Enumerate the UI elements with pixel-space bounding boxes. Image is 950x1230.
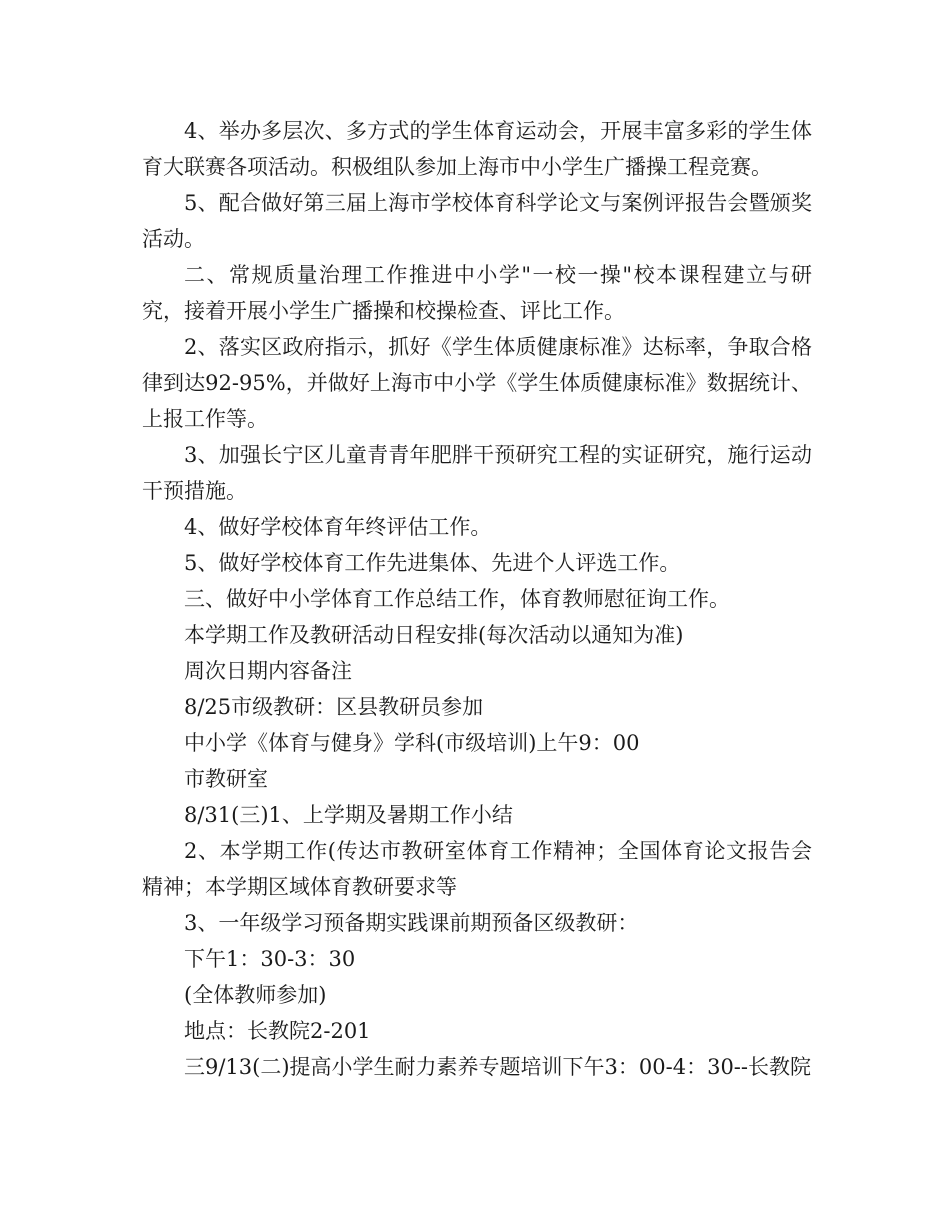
paragraph: 二、常规质量治理工作推进中小学"一校一操"校本课程建立与研究，接着开展小学生广播操和校操检查、评比工作。 [142,263,812,323]
paragraph: 3、加强长宁区儿童青青年肥胖干预研究工程的实证研究，施行运动干预措施。 [142,443,812,503]
paragraph: 三、做好中小学体育工作总结工作，体育教师慰征询工作。 [184,587,730,611]
schedule-line: 8/25市级教研：区县教研员参加 [184,695,484,719]
paragraph: 5、配合做好第三届上海市学校体育科学论文与案例评报告会暨颁奖活动。 [142,191,812,251]
paragraph: 4、做好学校体育年终评估工作。 [184,515,492,539]
schedule-line: 地点：长教院2-201 [184,1019,371,1043]
paragraph: 4、举办多层次、多方式的学生体育运动会，开展丰富多彩的学生体育大联赛各项活动。积极组队参加上海市中小学生广播操工程竞赛。 [142,119,812,179]
schedule-line: (全体教师参加) [184,983,327,1007]
schedule-line: 中小学《体育与健身》学科(市级培训)上午9：00 [184,731,640,755]
paragraph: 2、落实区政府指示，抓好《学生体质健康标准》达标率，争取合格律到达92-95%，并做好上海市中小学《学生体质健康标准》数据统计、上报工作等。 [142,335,812,431]
schedule-line: 下午1：30-3：30 [184,947,356,971]
document-body [142,113,812,1085]
schedule-line: 市教研室 [184,767,268,791]
schedule-columns: 周次日期内容备注 [184,659,352,683]
schedule-heading: 本学期工作及教研活动日程安排(每次活动以通知为准) [184,623,684,647]
schedule-line: 8/31(三)1、上学期及暑期工作小结 [184,803,513,827]
paragraph: 5、做好学校体育工作先进集体、先进个人评选工作。 [184,551,681,575]
schedule-line: 3、一年级学习预备期实践课前期预备区级教研： [184,911,639,935]
schedule-line: 三9/13(二)提高小学生耐力素养专题培训下午3：00-4：30--长教院 [184,1055,811,1079]
schedule-line: 2、本学期工作(传达市教研室体育工作精神；全国体育论文报告会精神；本学期区域体育教研要求等 [142,839,812,899]
